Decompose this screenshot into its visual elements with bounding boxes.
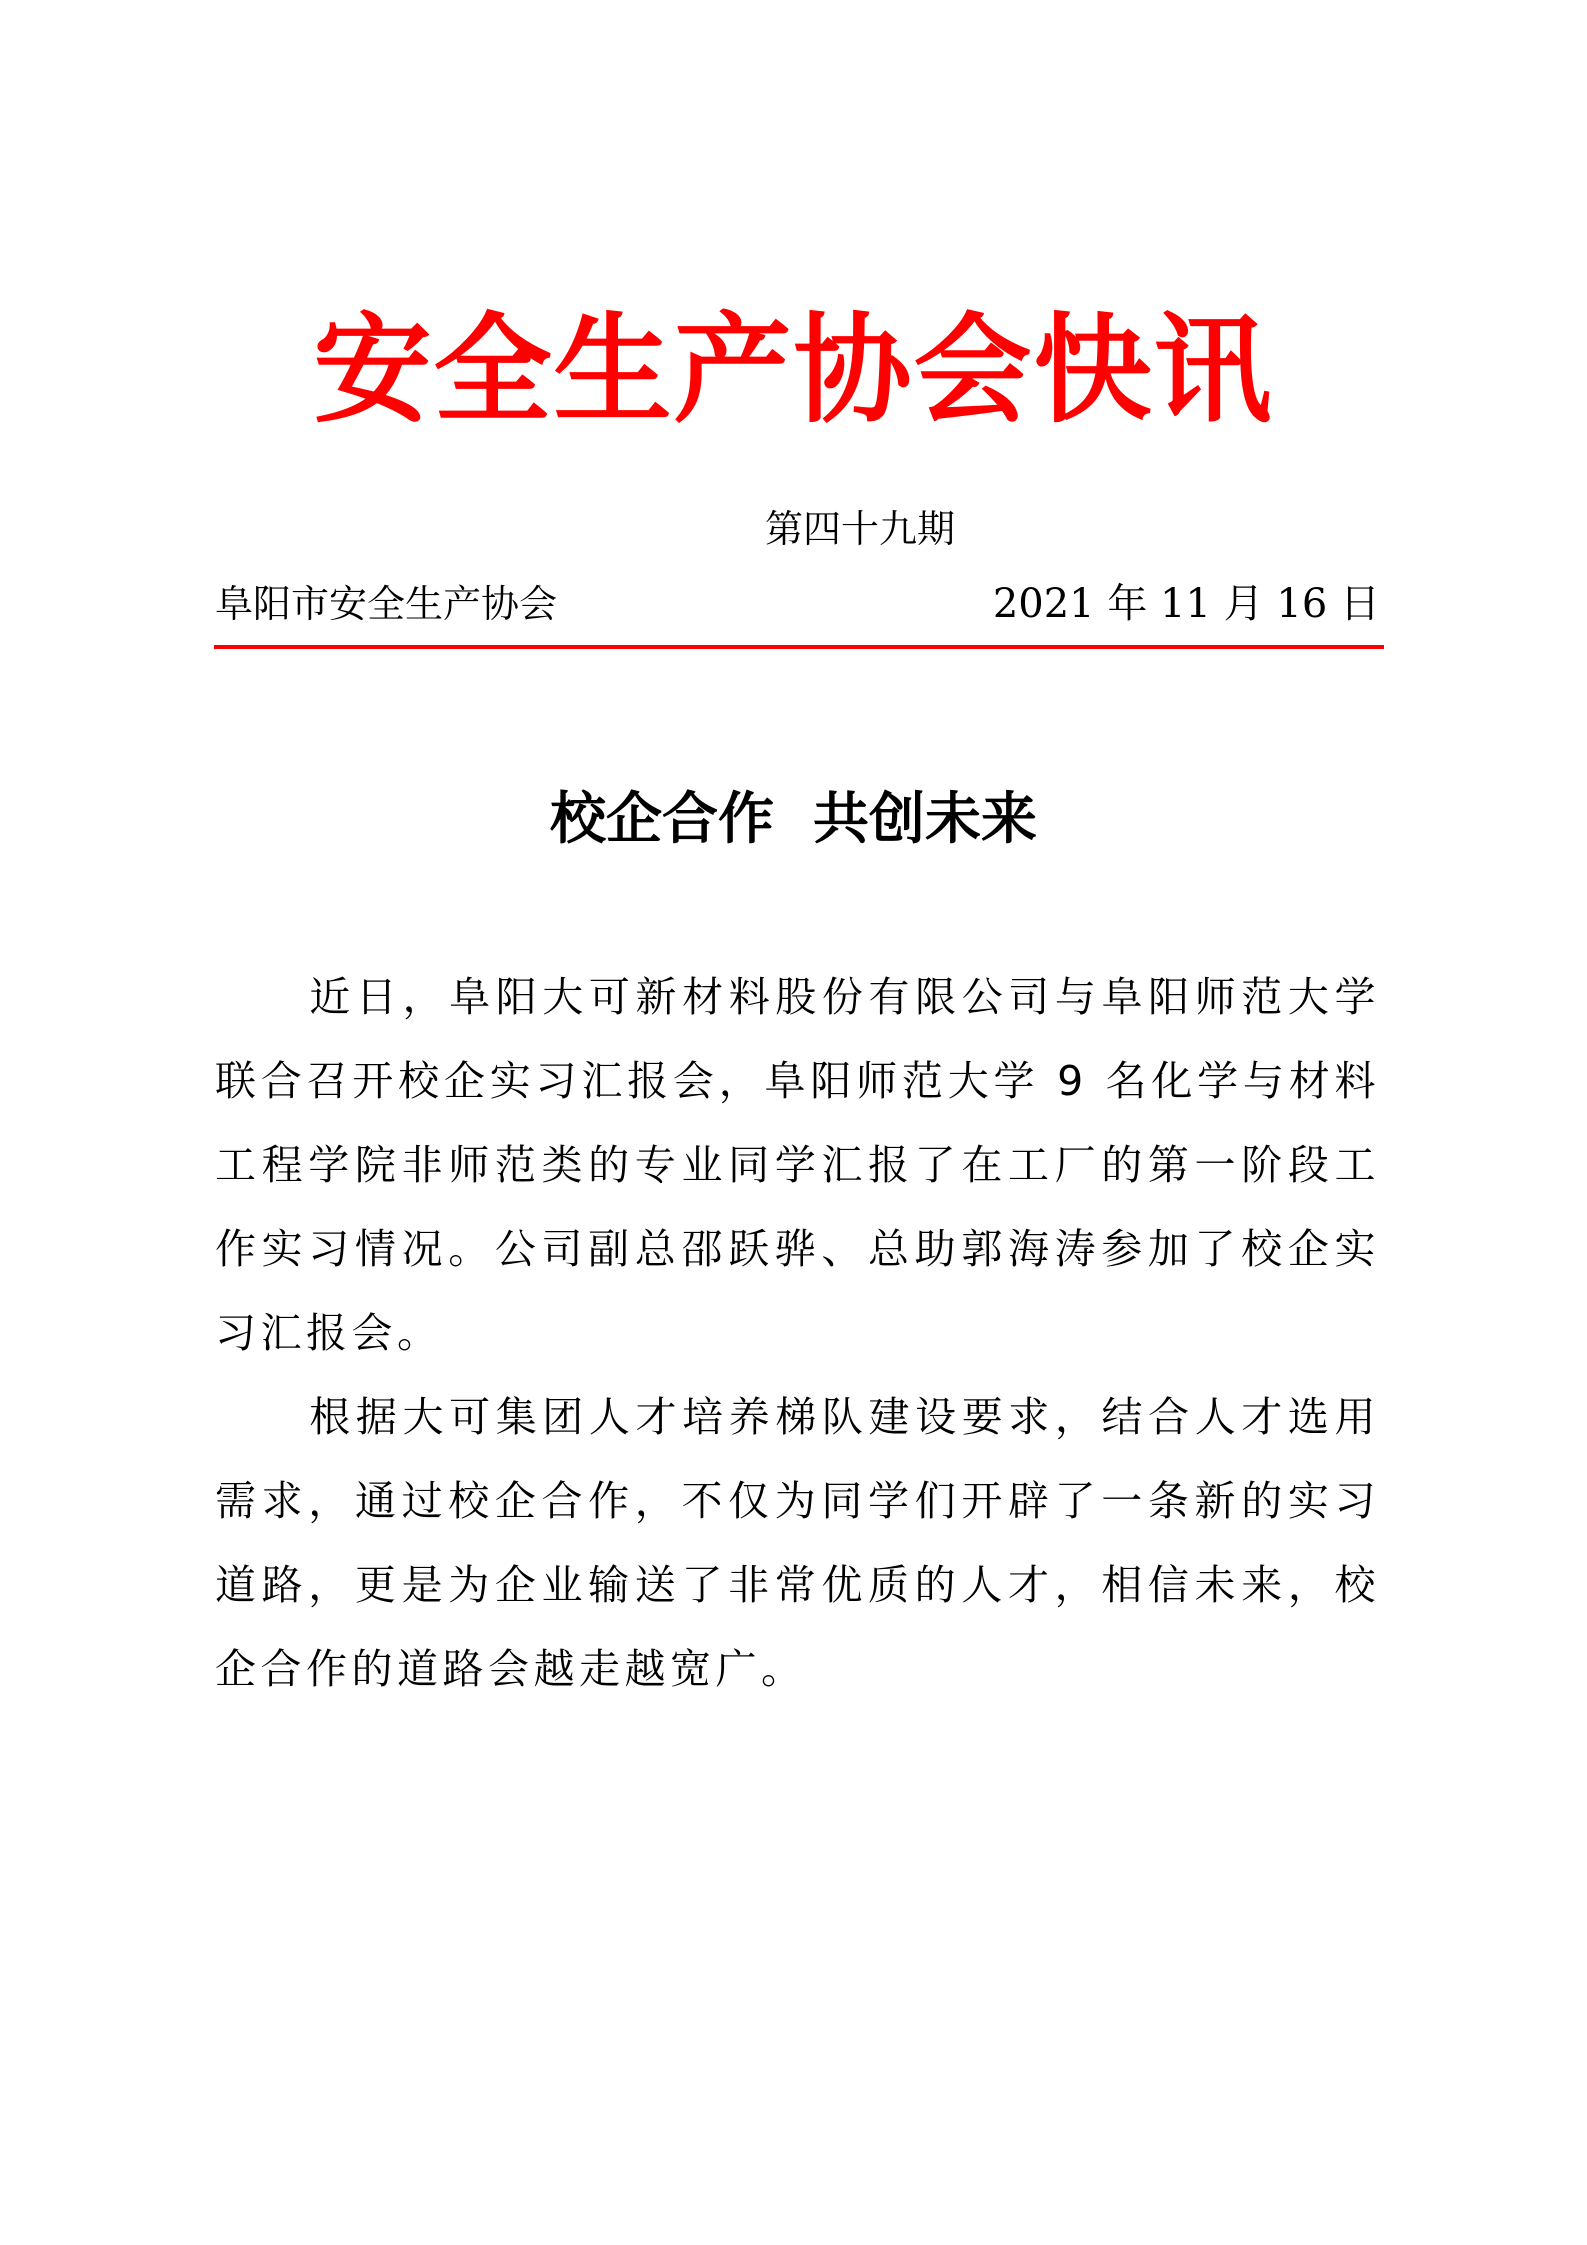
issue-date: 2021 年 11 月 16 日 — [992, 581, 1380, 627]
masthead-title: 安全生产协会快讯 — [313, 301, 1274, 439]
article-title: 校企合作 共创未来 — [550, 787, 1037, 852]
article-body — [215, 955, 1380, 1711]
article-paragraph: 根据大可集团人才培养梯队建设要求，结合人才选用需求，通过校企合作，不仅为同学们开辟了一条新的实习道路，更是为企业输送了非常优质的人才，相信未来，校企合作的道路会越走越宽广。 — [215, 1393, 1380, 1693]
article-paragraph: 近日，阜阳大可新材料股份有限公司与阜阳师范大学联合召开校企实习汇报会，阜阳师范大学 9 名化学与材料工程学院非师范类的专业同学汇报了在工厂的第一阶段工作实习情况。公司副总邵跃骅、总助郭海涛参加了校企实习汇报会。 — [215, 973, 1380, 1357]
publisher-name: 阜阳市安全生产协会 — [215, 582, 558, 626]
header-divider — [214, 645, 1384, 649]
issue-number: 第四十九期 — [764, 507, 955, 551]
